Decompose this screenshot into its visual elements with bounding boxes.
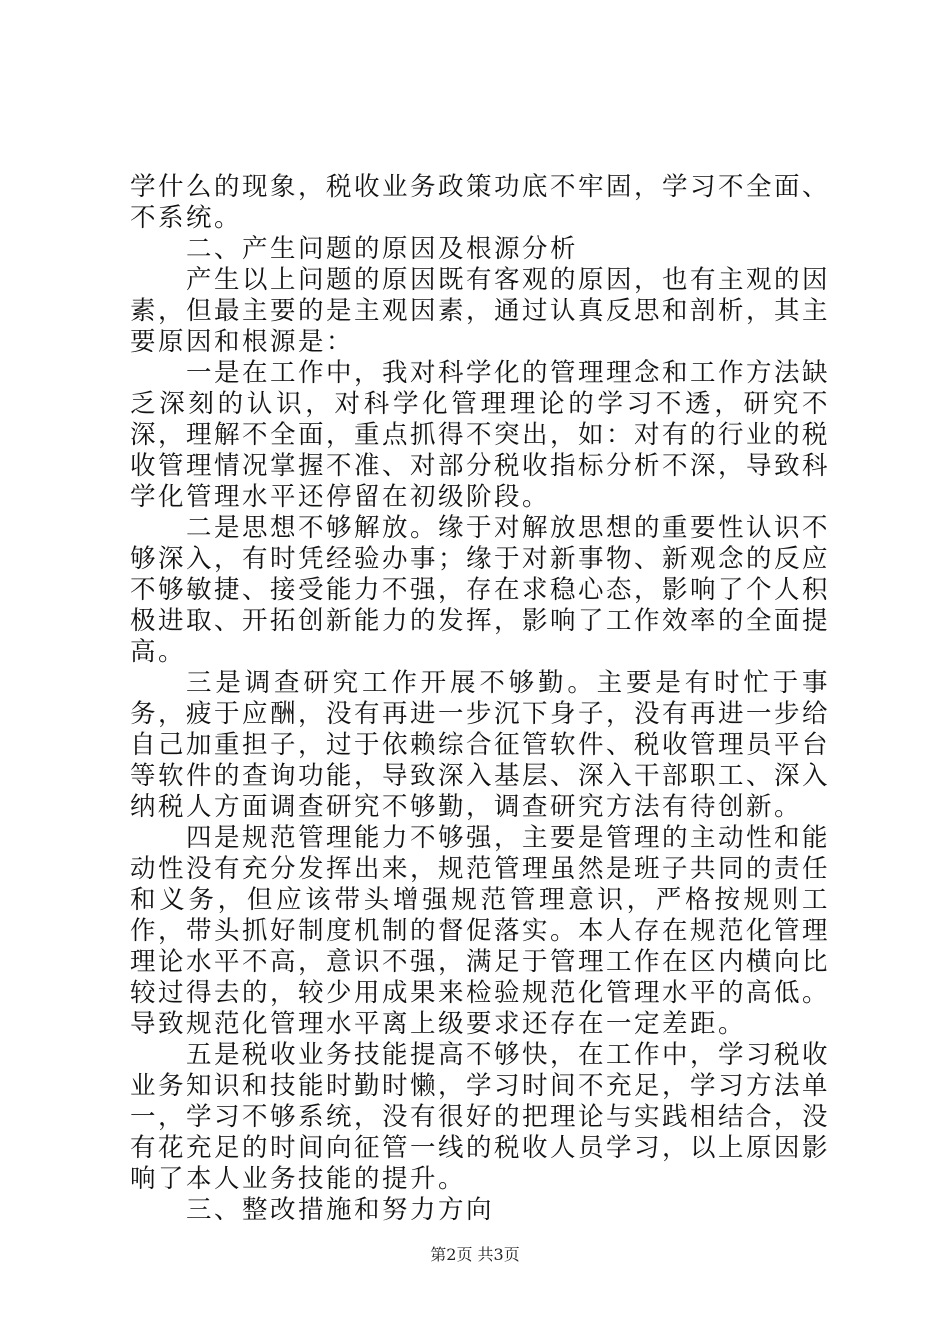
section-heading-measures: 三、整改措施和努力方向: [186, 1195, 495, 1225]
paragraph-continuation: 学什么的现象，税收业务政策功底不牢固，学习不全面、不系统。: [130, 172, 831, 233]
section-heading-causes: 二、产生问题的原因及根源分析: [186, 234, 579, 264]
paragraph-cause-5: 五是税收业务技能提高不够快，在工作中，学习税收业务知识和技能时勤时懒，学习时间不充足，学习方法单一，学习不够系统，没有很好的把理论与实践相结合，没有花充足的时间向征管一线的税收人员学习，以上原因影响了本人业务技能的提升。: [130, 1040, 831, 1194]
paragraph-cause-1: 一是在工作中，我对科学化的管理理念和工作方法缺乏深刻的认识，对科学化管理理论的学习不透，研究不深，理解不全面，重点抓得不突出，如：对有的行业的税收管理情况掌握不准、对部分税收指标分析不深，导致科学化管理水平还停留在初级阶段。: [130, 358, 831, 512]
document-body: [130, 172, 830, 1226]
paragraph-cause-4: 四是规范管理能力不够强，主要是管理的主动性和能动性没有充分发挥出来，规范管理虽然是班子共同的责任和义务，但应该带头增强规范管理意识，严格按规则工作，带头抓好制度机制的督促落实。本人存在规范化管理理论水平不高，意识不强，满足于管理工作在区内横向比较过得去的，较少用成果来检验规范化管理水平的高低。导致规范化管理水平离上级要求还存在一定差距。: [130, 823, 831, 1039]
paragraph-causes-intro: 产生以上问题的原因既有客观的原因，也有主观的因素，但最主要的是主观因素，通过认真反思和剖析，其主要原因和根源是：: [130, 265, 831, 357]
paragraph-cause-2: 二是思想不够解放。缘于对解放思想的重要性认识不够深入，有时凭经验办事；缘于对新事物、新观念的反应不够敏捷、接受能力不强，存在求稳心态，影响了个人积极进取、开拓创新能力的发挥，影响了工作效率的全面提高。: [130, 513, 831, 667]
page-footer: 第2页 共3页: [430, 1245, 520, 1264]
paragraph-cause-3: 三是调查研究工作开展不够勤。主要是有时忙于事务，疲于应酬，没有再进一步沉下身子，没有再进一步给自己加重担子，过于依赖综合征管软件、税收管理员平台等软件的查询功能，导致深入基层、深入干部职工、深入纳税人方面调查研究不够勤，调查研究方法有待创新。: [130, 668, 831, 822]
